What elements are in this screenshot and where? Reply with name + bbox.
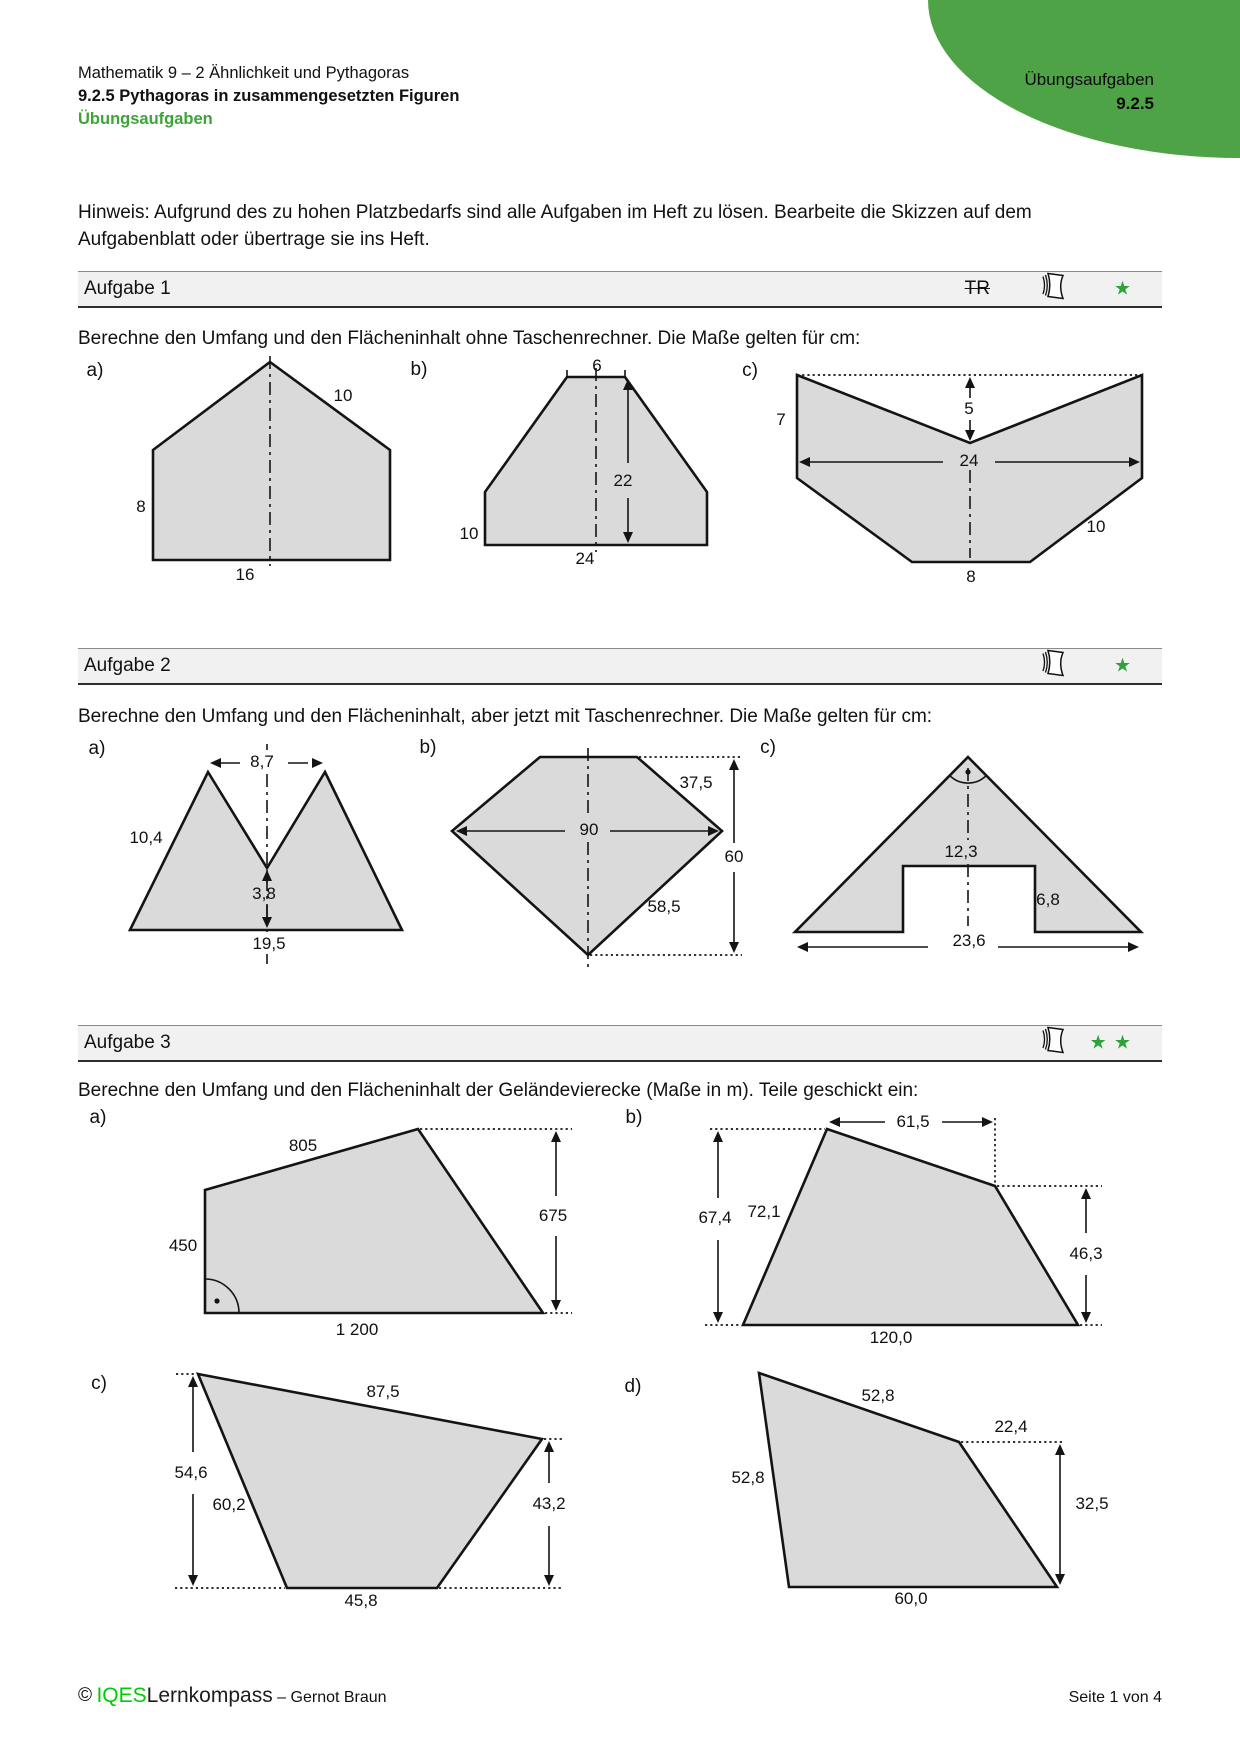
dim-2b-upper: 37,5 bbox=[679, 773, 713, 792]
dim-2b-width: 90 bbox=[579, 820, 599, 839]
figure-1a-shape bbox=[153, 356, 390, 566]
dim-1b-left: 10 bbox=[459, 524, 479, 543]
no-calculator-label: TR bbox=[964, 278, 990, 299]
dim-2a-top: 8,7 bbox=[250, 752, 274, 771]
figure-3a-letter: a) bbox=[89, 1107, 107, 1128]
page-number: Seite 1 von 4 bbox=[1068, 1689, 1162, 1706]
dim-3c-top: 87,5 bbox=[366, 1382, 400, 1401]
figure-3c-letter: c) bbox=[91, 1373, 107, 1394]
figure-2c-letter: c) bbox=[760, 737, 776, 758]
dim-3b-top: 61,5 bbox=[896, 1112, 930, 1131]
dim-3a-base: 1 200 bbox=[335, 1320, 379, 1339]
dim-1a-slant: 10 bbox=[333, 386, 353, 405]
dim-1b-top: 6 bbox=[592, 356, 602, 375]
star-icon: ★ bbox=[1113, 278, 1132, 300]
dim-3a-left: 450 bbox=[168, 1236, 198, 1255]
dim-1c-base: 8 bbox=[966, 567, 976, 586]
figure-2a-shape bbox=[130, 744, 402, 964]
dim-3d-base: 60,0 bbox=[894, 1589, 928, 1608]
dim-3c-base: 45,8 bbox=[344, 1591, 378, 1610]
task-3-title: Aufgabe 3 bbox=[84, 1032, 171, 1053]
dim-3d-right-height: 32,5 bbox=[1075, 1494, 1109, 1513]
task-1-title: Aufgabe 1 bbox=[84, 278, 171, 299]
task-2-title: Aufgabe 2 bbox=[84, 655, 171, 676]
task-1-instruction: Berechne den Umfang und den Flächeninhalt ohne Taschenrechner. Die Maße gelten für cm: bbox=[78, 328, 861, 349]
figure-3b-letter: b) bbox=[625, 1107, 643, 1128]
dim-3b-left-slant: 72,1 bbox=[747, 1202, 781, 1221]
figure-3c-shape bbox=[175, 1374, 562, 1588]
header-subtitle: Übungsaufgaben bbox=[78, 110, 213, 128]
dim-2c-apex-height: 12,3 bbox=[944, 842, 978, 861]
figure-3d-shape bbox=[759, 1373, 1065, 1587]
dim-1a-left: 8 bbox=[136, 497, 146, 516]
star-icon: ★ ★ bbox=[1089, 1032, 1132, 1054]
figure-2b-letter: b) bbox=[419, 737, 437, 758]
badge-code: 9.2.5 bbox=[1116, 94, 1154, 113]
figure-1b-shape bbox=[485, 368, 707, 552]
dim-3c-right-height: 43,2 bbox=[532, 1494, 566, 1513]
header-topic: 9.2.5 Pythagoras in zusammengesetzten Figuren bbox=[78, 87, 460, 105]
dim-1b-base: 24 bbox=[575, 549, 595, 568]
dim-3b-right-height: 46,3 bbox=[1069, 1244, 1103, 1263]
footer-dash: – bbox=[277, 1689, 287, 1706]
dim-2a-base: 19,5 bbox=[252, 934, 286, 953]
dim-3b-base: 120,0 bbox=[869, 1328, 913, 1347]
dim-1c-notch: 5 bbox=[964, 399, 974, 418]
dim-3d-left: 52,8 bbox=[731, 1468, 765, 1487]
dim-1b-height: 22 bbox=[613, 471, 633, 490]
brand-lernkompass: Lernkompass bbox=[146, 1684, 273, 1707]
figure-1b-letter: b) bbox=[410, 359, 428, 380]
figure-2a-letter: a) bbox=[88, 738, 106, 759]
dim-1c-slant: 10 bbox=[1086, 517, 1106, 536]
figure-3d-letter: d) bbox=[624, 1376, 642, 1397]
task-3-instruction: Berechne den Umfang und den Flächeninhalt der Geländevierecke (Maße in m). Teile geschickt ein: bbox=[78, 1080, 919, 1101]
brand-iqes: IQES bbox=[96, 1684, 147, 1707]
copyright-icon: © bbox=[78, 1685, 92, 1706]
badge-label: Übungsaufgaben bbox=[1024, 70, 1154, 89]
dim-2b-height: 60 bbox=[724, 847, 744, 866]
dim-3c-left-height: 54,6 bbox=[174, 1463, 208, 1482]
star-icon: ★ bbox=[1113, 655, 1132, 677]
header-course: Mathematik 9 – 2 Ähnlichkeit und Pythagoras bbox=[78, 64, 410, 82]
dim-3a-top: 805 bbox=[288, 1136, 318, 1155]
dim-2b-lower: 58,5 bbox=[647, 897, 681, 916]
figure-1c-letter: c) bbox=[742, 360, 758, 381]
dim-3d-top: 52,8 bbox=[861, 1386, 895, 1405]
footer-brand bbox=[78, 1684, 387, 1708]
dim-2c-base: 23,6 bbox=[952, 931, 986, 950]
footer-author: Gernot Braun bbox=[290, 1689, 387, 1706]
dim-1c-left: 7 bbox=[776, 410, 786, 429]
dim-2c-notch-height: 6,8 bbox=[1036, 890, 1060, 909]
dim-2a-slant: 10,4 bbox=[129, 828, 163, 847]
dim-3c-left-slant: 60,2 bbox=[212, 1495, 246, 1514]
dim-3a-height: 675 bbox=[538, 1206, 568, 1225]
dim-3d-offset: 22,4 bbox=[994, 1417, 1028, 1436]
hint-paragraph: Hinweis: Aufgrund des zu hohen Platzbedarfs sind alle Aufgaben im Heft zu lösen. Bearbeite die Skizzen auf dem Aufgabenblatt oder übertrage sie ins Heft. bbox=[78, 202, 1032, 250]
dim-3b-left-height: 67,4 bbox=[698, 1208, 732, 1227]
dim-2a-notch: 3,8 bbox=[252, 884, 276, 903]
task-2-instruction: Berechne den Umfang und den Flächeninhalt, aber jetzt mit Taschenrechner. Die Maße gelten für cm: bbox=[78, 706, 933, 727]
figure-1a-letter: a) bbox=[86, 360, 104, 381]
dim-1c-width: 24 bbox=[959, 451, 979, 470]
figure-3a-shape bbox=[205, 1129, 572, 1313]
dim-1a-base: 16 bbox=[235, 565, 255, 584]
